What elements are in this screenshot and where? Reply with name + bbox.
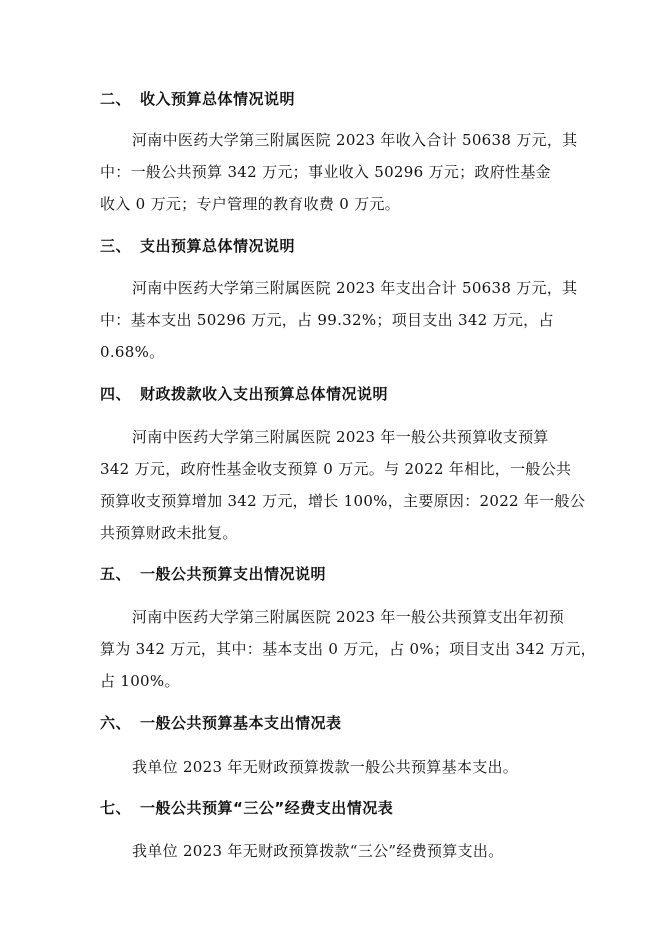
paragraph-line: 中：一般公共预算 342 万元；事业收入 50296 万元；政府性基金 [100, 163, 551, 181]
section-title: 财政拨款收入支出预算总体情况说明 [140, 385, 389, 403]
section-number: 五、 [100, 565, 132, 583]
paragraph-line: 预算收支预算增加 342 万元，增长 100%，主要原因：2022 年一般公 [100, 492, 586, 510]
paragraph-line: 河南中医药大学第三附属医院 2023 年收入合计 50638 万元，其 [132, 131, 578, 149]
section-title: 收入预算总体情况说明 [140, 90, 296, 108]
section-heading-2 [100, 89, 295, 109]
paragraph-line: 0.68%。 [100, 343, 165, 361]
section-paragraph-3 [100, 272, 578, 368]
section-title: 一般公共预算支出情况说明 [140, 565, 327, 583]
section-paragraph-6 [100, 751, 570, 783]
paragraph-line: 河南中医药大学第三附属医院 2023 年支出合计 50638 万元，其 [132, 279, 578, 297]
section-heading-4 [100, 384, 388, 404]
paragraph-line: 我单位 2023 年无财政预算拨款“三公”经费预算支出。 [132, 842, 504, 860]
section-title: 支出预算总体情况说明 [140, 237, 296, 255]
section-heading-6 [100, 713, 342, 733]
section-heading-3 [100, 236, 295, 256]
paragraph-line: 342 万元，政府性基金收支预算 0 万元。与 2022 年相比，一般公共 [100, 460, 572, 478]
section-title: 一般公共预算“三公”经费支出情况表 [140, 799, 394, 817]
paragraph-line: 中：基本支出 50296 万元，占 99.32%；项目支出 342 万元，占 [100, 311, 554, 329]
section-paragraph-5 [100, 601, 596, 697]
paragraph-line: 收入 0 万元；专户管理的教育收费 0 万元。 [100, 195, 401, 213]
section-number: 三、 [100, 237, 132, 255]
paragraph-line: 共预算财政未批复。 [100, 524, 238, 542]
paragraph-line: 我单位 2023 年无财政预算拨款一般公共预算基本支出。 [132, 758, 519, 776]
paragraph-line: 河南中医药大学第三附属医院 2023 年一般公共预算支出年初预 [132, 608, 565, 626]
section-heading-7 [100, 798, 393, 818]
paragraph-line: 算为 342 万元，其中：基本支出 0 万元，占 0%；项目支出 342 万元， [100, 640, 596, 658]
section-paragraph-7 [100, 835, 570, 867]
section-number: 二、 [100, 90, 132, 108]
section-number: 七、 [100, 799, 132, 817]
section-paragraph-2 [100, 124, 578, 220]
section-paragraph-4 [100, 421, 586, 549]
section-title: 一般公共预算基本支出情况表 [140, 714, 342, 732]
section-number: 六、 [100, 714, 132, 732]
paragraph-line: 河南中医药大学第三附属医院 2023 年一般公共预算收支预算 [132, 428, 549, 446]
paragraph-line: 占 100%。 [100, 672, 180, 690]
section-heading-5 [100, 564, 326, 584]
section-number: 四、 [100, 385, 132, 403]
